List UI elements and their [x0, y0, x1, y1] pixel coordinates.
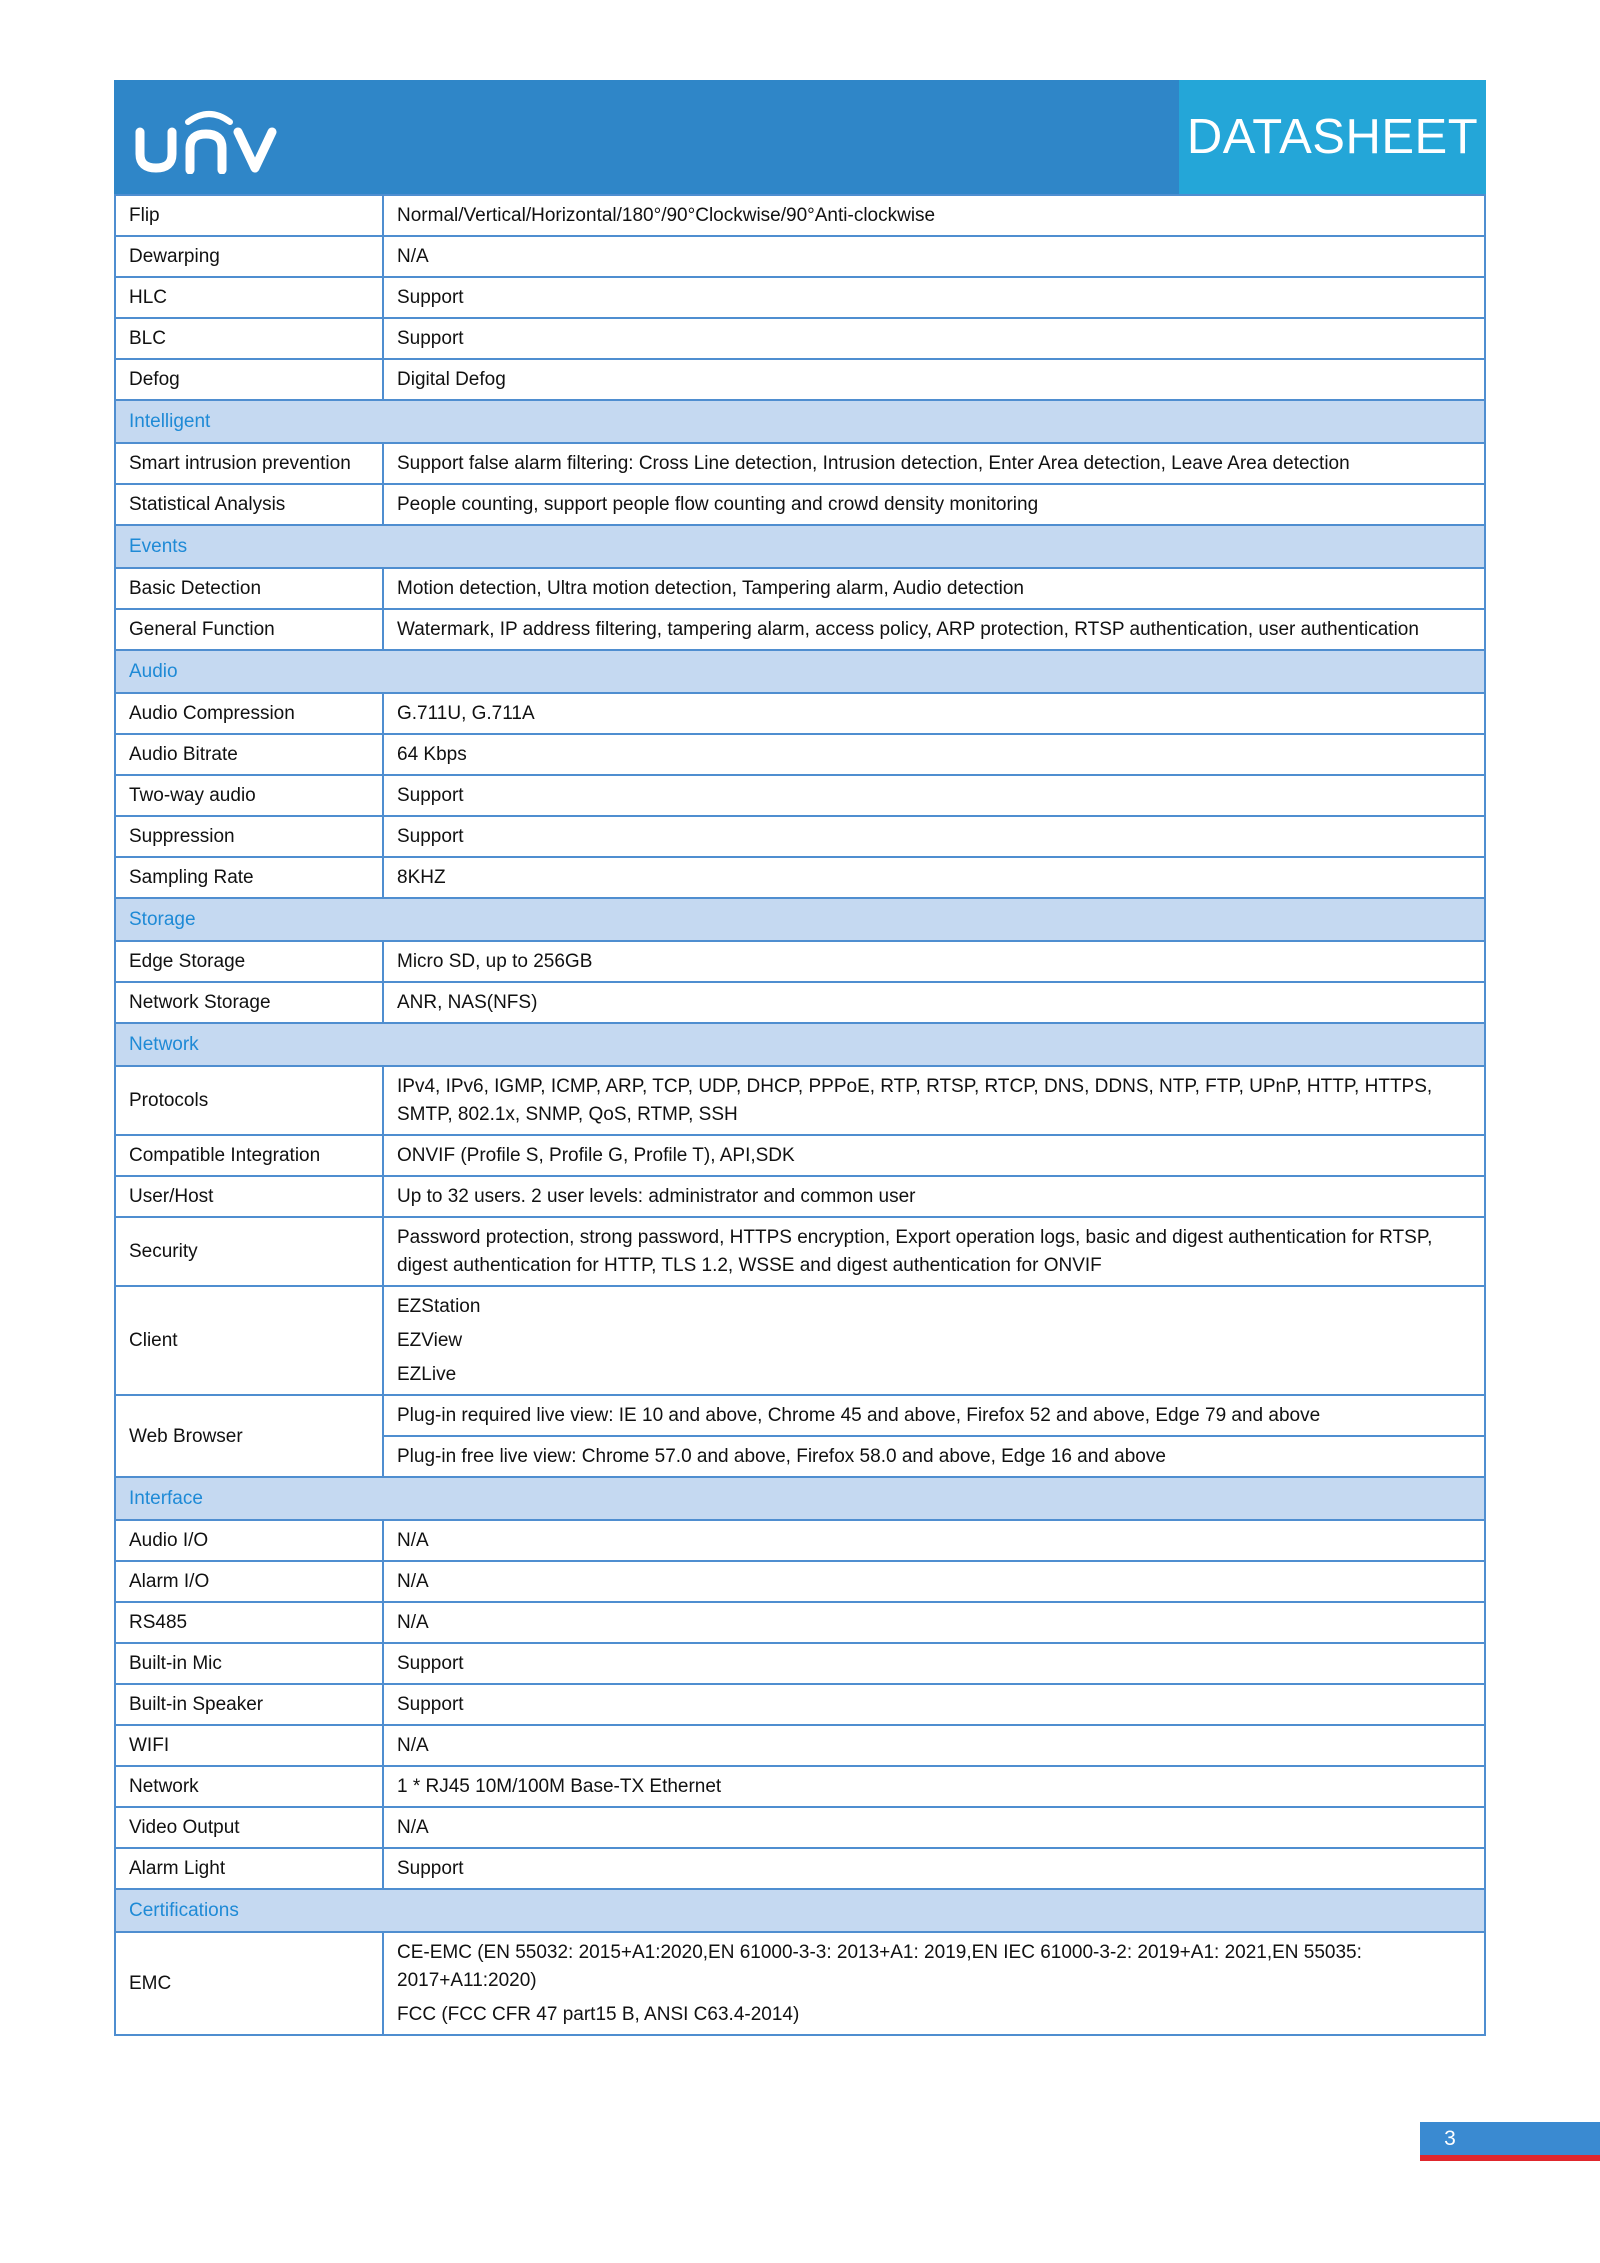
section-title: Events — [115, 525, 1485, 568]
spec-row — [115, 816, 1485, 857]
spec-label: Compatible Integration — [115, 1135, 383, 1176]
spec-label: Web Browser — [115, 1395, 383, 1477]
spec-label: Network Storage — [115, 982, 383, 1023]
spec-row — [115, 1602, 1485, 1643]
spec-value: 64 Kbps — [383, 734, 1485, 775]
spec-label: Two-way audio — [115, 775, 383, 816]
spec-label: EMC — [115, 1932, 383, 2035]
spec-label: Suppression — [115, 816, 383, 857]
spec-row — [115, 1135, 1485, 1176]
spec-row — [115, 1725, 1485, 1766]
spec-row — [115, 1520, 1485, 1561]
spec-value: People counting, support people flow counting and crowd density monitoring — [383, 484, 1485, 525]
section-title: Network — [115, 1023, 1485, 1066]
spec-value: N/A — [383, 1561, 1485, 1602]
spec-value: 1 * RJ45 10M/100M Base-TX Ethernet — [383, 1766, 1485, 1807]
spec-value: Digital Defog — [383, 359, 1485, 400]
spec-row — [115, 1848, 1485, 1889]
spec-value: Support — [383, 1643, 1485, 1684]
spec-label: RS485 — [115, 1602, 383, 1643]
spec-label: Built-in Mic — [115, 1643, 383, 1684]
spec-row — [115, 443, 1485, 484]
spec-row — [115, 1561, 1485, 1602]
spec-value: Micro SD, up to 256GB — [383, 941, 1485, 982]
spec-value: Support false alarm filtering: Cross Line detection, Intrusion detection, Enter Area detection, Leave Area detection — [383, 443, 1485, 484]
section-title: Storage — [115, 898, 1485, 941]
section-header-row — [115, 1477, 1485, 1520]
spec-value: Support — [383, 1848, 1485, 1889]
spec-row — [115, 775, 1485, 816]
spec-value — [383, 1286, 1485, 1395]
spec-label: BLC — [115, 318, 383, 359]
spec-row — [115, 609, 1485, 650]
section-header-row — [115, 898, 1485, 941]
spec-row — [115, 1932, 1485, 2035]
spec-row — [115, 1286, 1485, 1395]
page-number-bar — [1420, 2122, 1600, 2155]
spec-label: Video Output — [115, 1807, 383, 1848]
spec-label: Audio Bitrate — [115, 734, 383, 775]
spec-label: Alarm Light — [115, 1848, 383, 1889]
unv-logo — [134, 104, 284, 174]
spec-row — [115, 236, 1485, 277]
spec-row — [115, 982, 1485, 1023]
spec-row — [115, 1684, 1485, 1725]
datasheet-title: DATASHEET — [1186, 110, 1479, 164]
spec-label: General Function — [115, 609, 383, 650]
spec-row — [115, 195, 1485, 236]
spec-row — [115, 1217, 1485, 1286]
spec-label: Audio Compression — [115, 693, 383, 734]
spec-value-line: FCC (FCC CFR 47 part15 B, ANSI C63.4-2014) — [397, 2004, 800, 2025]
spec-value: 8KHZ — [383, 857, 1485, 898]
spec-row — [115, 1066, 1485, 1135]
spec-value: IPv4, IPv6, IGMP, ICMP, ARP, TCP, UDP, DHCP, PPPoE, RTP, RTSP, RTCP, DNS, DDNS, NTP, FTP, UPnP, HTTP, HTTPS, SMTP, 802.1x, SNMP, QoS, RTMP, SSH — [383, 1066, 1485, 1135]
spec-label: Protocols — [115, 1066, 383, 1135]
spec-label: Dewarping — [115, 236, 383, 277]
spec-value-line: CE-EMC (EN 55032: 2015+A1:2020,EN 61000-3-3: 2013+A1: 2019,EN IEC 61000-3-2: 2019+A1: 2021,EN 55035: 2017+A11:2020) — [397, 1942, 1362, 1991]
spec-row — [115, 734, 1485, 775]
spec-value: Watermark, IP address filtering, tampering alarm, access policy, ARP protection, RTSP authentication, user authentication — [383, 609, 1485, 650]
spec-row — [115, 857, 1485, 898]
spec-value: N/A — [383, 1520, 1485, 1561]
page-number-underline — [1420, 2155, 1600, 2161]
spec-value: Up to 32 users. 2 user levels: administrator and common user — [383, 1176, 1485, 1217]
spec-row — [115, 277, 1485, 318]
section-header-row — [115, 1889, 1485, 1932]
section-header-row — [115, 650, 1485, 693]
spec-value: Password protection, strong password, HTTPS encryption, Export operation logs, basic and digest authentication for RTSP, digest authentication for HTTP, TLS 1.2, WSSE and digest authentication for ONVIF — [383, 1217, 1485, 1286]
spec-label: Smart intrusion prevention — [115, 443, 383, 484]
section-header-row — [115, 525, 1485, 568]
spec-row — [115, 484, 1485, 525]
spec-row — [115, 941, 1485, 982]
spec-value: Support — [383, 775, 1485, 816]
spec-label: Edge Storage — [115, 941, 383, 982]
spec-label: Flip — [115, 195, 383, 236]
spec-row — [115, 318, 1485, 359]
spec-label: Network — [115, 1766, 383, 1807]
spec-value: G.711U, G.711A — [383, 693, 1485, 734]
spec-row — [115, 693, 1485, 734]
spec-value: N/A — [383, 1602, 1485, 1643]
spec-value: ANR, NAS(NFS) — [383, 982, 1485, 1023]
section-title: Intelligent — [115, 400, 1485, 443]
spec-label: Audio I/O — [115, 1520, 383, 1561]
spec-value-line: EZStation — [397, 1296, 481, 1317]
spec-table — [114, 194, 1486, 2036]
spec-value: Normal/Vertical/Horizontal/180°/90°Clockwise/90°Anti-clockwise — [383, 195, 1485, 236]
section-header-row — [115, 1023, 1485, 1066]
spec-label: HLC — [115, 277, 383, 318]
spec-value-line: EZView — [397, 1330, 463, 1351]
spec-label: Security — [115, 1217, 383, 1286]
section-title: Audio — [115, 650, 1485, 693]
spec-row — [115, 1395, 1485, 1436]
spec-row — [115, 1807, 1485, 1848]
section-header-row — [115, 400, 1485, 443]
spec-row — [115, 1176, 1485, 1217]
spec-value: Plug-in required live view: IE 10 and above, Chrome 45 and above, Firefox 52 and above, Edge 79 and above — [383, 1395, 1485, 1436]
spec-value: Support — [383, 816, 1485, 857]
spec-value: ONVIF (Profile S, Profile G, Profile T), API,SDK — [383, 1135, 1485, 1176]
page-header — [114, 80, 1486, 194]
spec-label: Client — [115, 1286, 383, 1395]
spec-row — [115, 1643, 1485, 1684]
section-title: Certifications — [115, 1889, 1485, 1932]
spec-value: N/A — [383, 236, 1485, 277]
spec-value: N/A — [383, 1725, 1485, 1766]
page-number: 3 — [1444, 2127, 1456, 2150]
spec-label: Sampling Rate — [115, 857, 383, 898]
spec-row — [115, 568, 1485, 609]
spec-label: User/Host — [115, 1176, 383, 1217]
spec-label: Built-in Speaker — [115, 1684, 383, 1725]
datasheet-badge — [1179, 80, 1486, 194]
spec-value-line: EZLive — [397, 1364, 457, 1385]
spec-label: Statistical Analysis — [115, 484, 383, 525]
spec-row — [115, 359, 1485, 400]
spec-row — [115, 1766, 1485, 1807]
spec-label: Basic Detection — [115, 568, 383, 609]
spec-value — [383, 1932, 1485, 2035]
spec-label: Alarm I/O — [115, 1561, 383, 1602]
spec-value: Plug-in free live view: Chrome 57.0 and above, Firefox 58.0 and above, Edge 16 and above — [383, 1436, 1485, 1477]
spec-label: Defog — [115, 359, 383, 400]
spec-value: Support — [383, 318, 1485, 359]
section-title: Interface — [115, 1477, 1485, 1520]
spec-value: Motion detection, Ultra motion detection, Tampering alarm, Audio detection — [383, 568, 1485, 609]
spec-label: WIFI — [115, 1725, 383, 1766]
spec-value: Support — [383, 1684, 1485, 1725]
spec-value: Support — [383, 277, 1485, 318]
spec-value: N/A — [383, 1807, 1485, 1848]
